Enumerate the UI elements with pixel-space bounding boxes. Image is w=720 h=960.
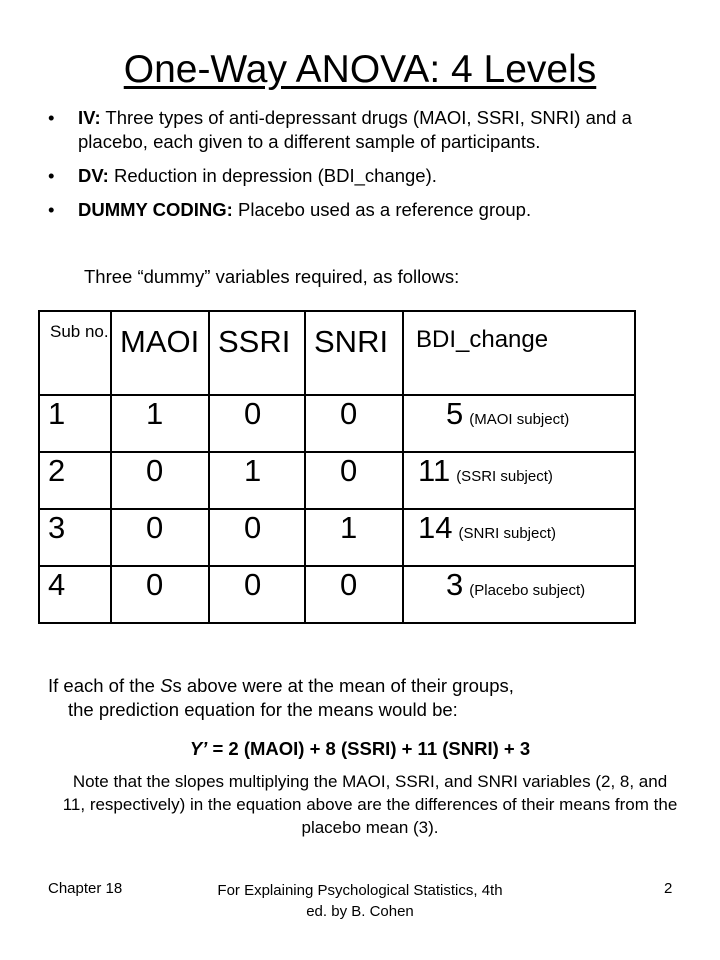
bullet-text: Three types of anti-depressant drugs (MAOI, SSRI, SNRI) and a placebo, each given to a different sample of participants. [78, 107, 632, 152]
header-sub-no: Sub no. [39, 311, 111, 395]
cell-ssri: 0 [209, 566, 305, 623]
bullet-continuation: Three “dummy” variables required, as follows: [84, 266, 460, 287]
slide-title: One-Way ANOVA: 4 Levels [123, 48, 597, 91]
bullet-dot-icon: • [48, 165, 55, 186]
header-bdi-change: BDI_change [403, 311, 635, 395]
table-header-row [39, 311, 635, 395]
bullet-dot-icon: • [48, 199, 55, 220]
cell-bdi: 14 (SNRI subject) [403, 509, 635, 566]
table-row [39, 566, 635, 623]
bullet-iv [48, 106, 688, 154]
cell-ssri: 0 [209, 509, 305, 566]
cell-maoi: 0 [111, 509, 209, 566]
cell-bdi: 11 (SSRI subject) [403, 452, 635, 509]
header-maoi: MAOI [111, 311, 209, 395]
cell-ssri: 0 [209, 395, 305, 452]
prediction-equation [0, 738, 720, 760]
equation-rhs: = 2 (MAOI) + 8 (SSRI) + 11 (SNRI) + 3 [207, 738, 531, 759]
cell-maoi: 0 [111, 566, 209, 623]
cell-sub: 1 [39, 395, 111, 452]
cell-ssri: 1 [209, 452, 305, 509]
cell-sub: 4 [39, 566, 111, 623]
table-row [39, 395, 635, 452]
footer-citation: For Explaining Psychological Statistics, 4th ed. by B. Cohen [217, 882, 503, 920]
header-ssri: SSRI [209, 311, 305, 395]
bullet-dv [48, 164, 688, 188]
cell-bdi: 3 (Placebo subject) [403, 566, 635, 623]
cell-maoi: 1 [111, 395, 209, 452]
dummy-coding-table [38, 310, 636, 624]
table-row [39, 452, 635, 509]
cell-maoi: 0 [111, 452, 209, 509]
bullet-label: DV: [78, 165, 109, 186]
table-row [39, 509, 635, 566]
footer-page-number: 2 [664, 880, 673, 897]
cell-snri: 0 [305, 395, 403, 452]
cell-note: (Placebo subject) [469, 582, 586, 599]
bullet-text: Reduction in depression (BDI_change). [108, 165, 437, 186]
cell-snri: 0 [305, 452, 403, 509]
bullet-dummy-coding [48, 198, 688, 222]
bullet-text: Placebo used as a reference group. [232, 199, 532, 220]
bullet-label: DUMMY CODING: [78, 199, 233, 220]
cell-snri: 0 [305, 566, 403, 623]
equation-lhs: Y’ [189, 738, 208, 759]
explanation-paragraph: If each of the Ss above were at the mean of their groups, the prediction equation for the means would be: [48, 675, 514, 720]
cell-note: (SNRI subject) [458, 525, 557, 542]
cell-note: (SSRI subject) [456, 468, 553, 485]
cell-bdi: 5 (MAOI subject) [403, 395, 635, 452]
bullet-list [48, 106, 688, 232]
header-snri: SNRI [305, 311, 403, 395]
cell-sub: 2 [39, 452, 111, 509]
cell-snri: 1 [305, 509, 403, 566]
bullet-label: IV: [78, 107, 101, 128]
cell-note: (MAOI subject) [469, 411, 570, 428]
note-paragraph: Note that the slopes multiplying the MAOI, SSRI, and SNRI variables (2, 8, and 11, respectively) in the equation above are the differences of their means from the placebo mean (3). [62, 772, 678, 837]
footer-chapter: Chapter 18 [48, 880, 123, 897]
bullet-dot-icon: • [48, 107, 55, 128]
cell-sub: 3 [39, 509, 111, 566]
